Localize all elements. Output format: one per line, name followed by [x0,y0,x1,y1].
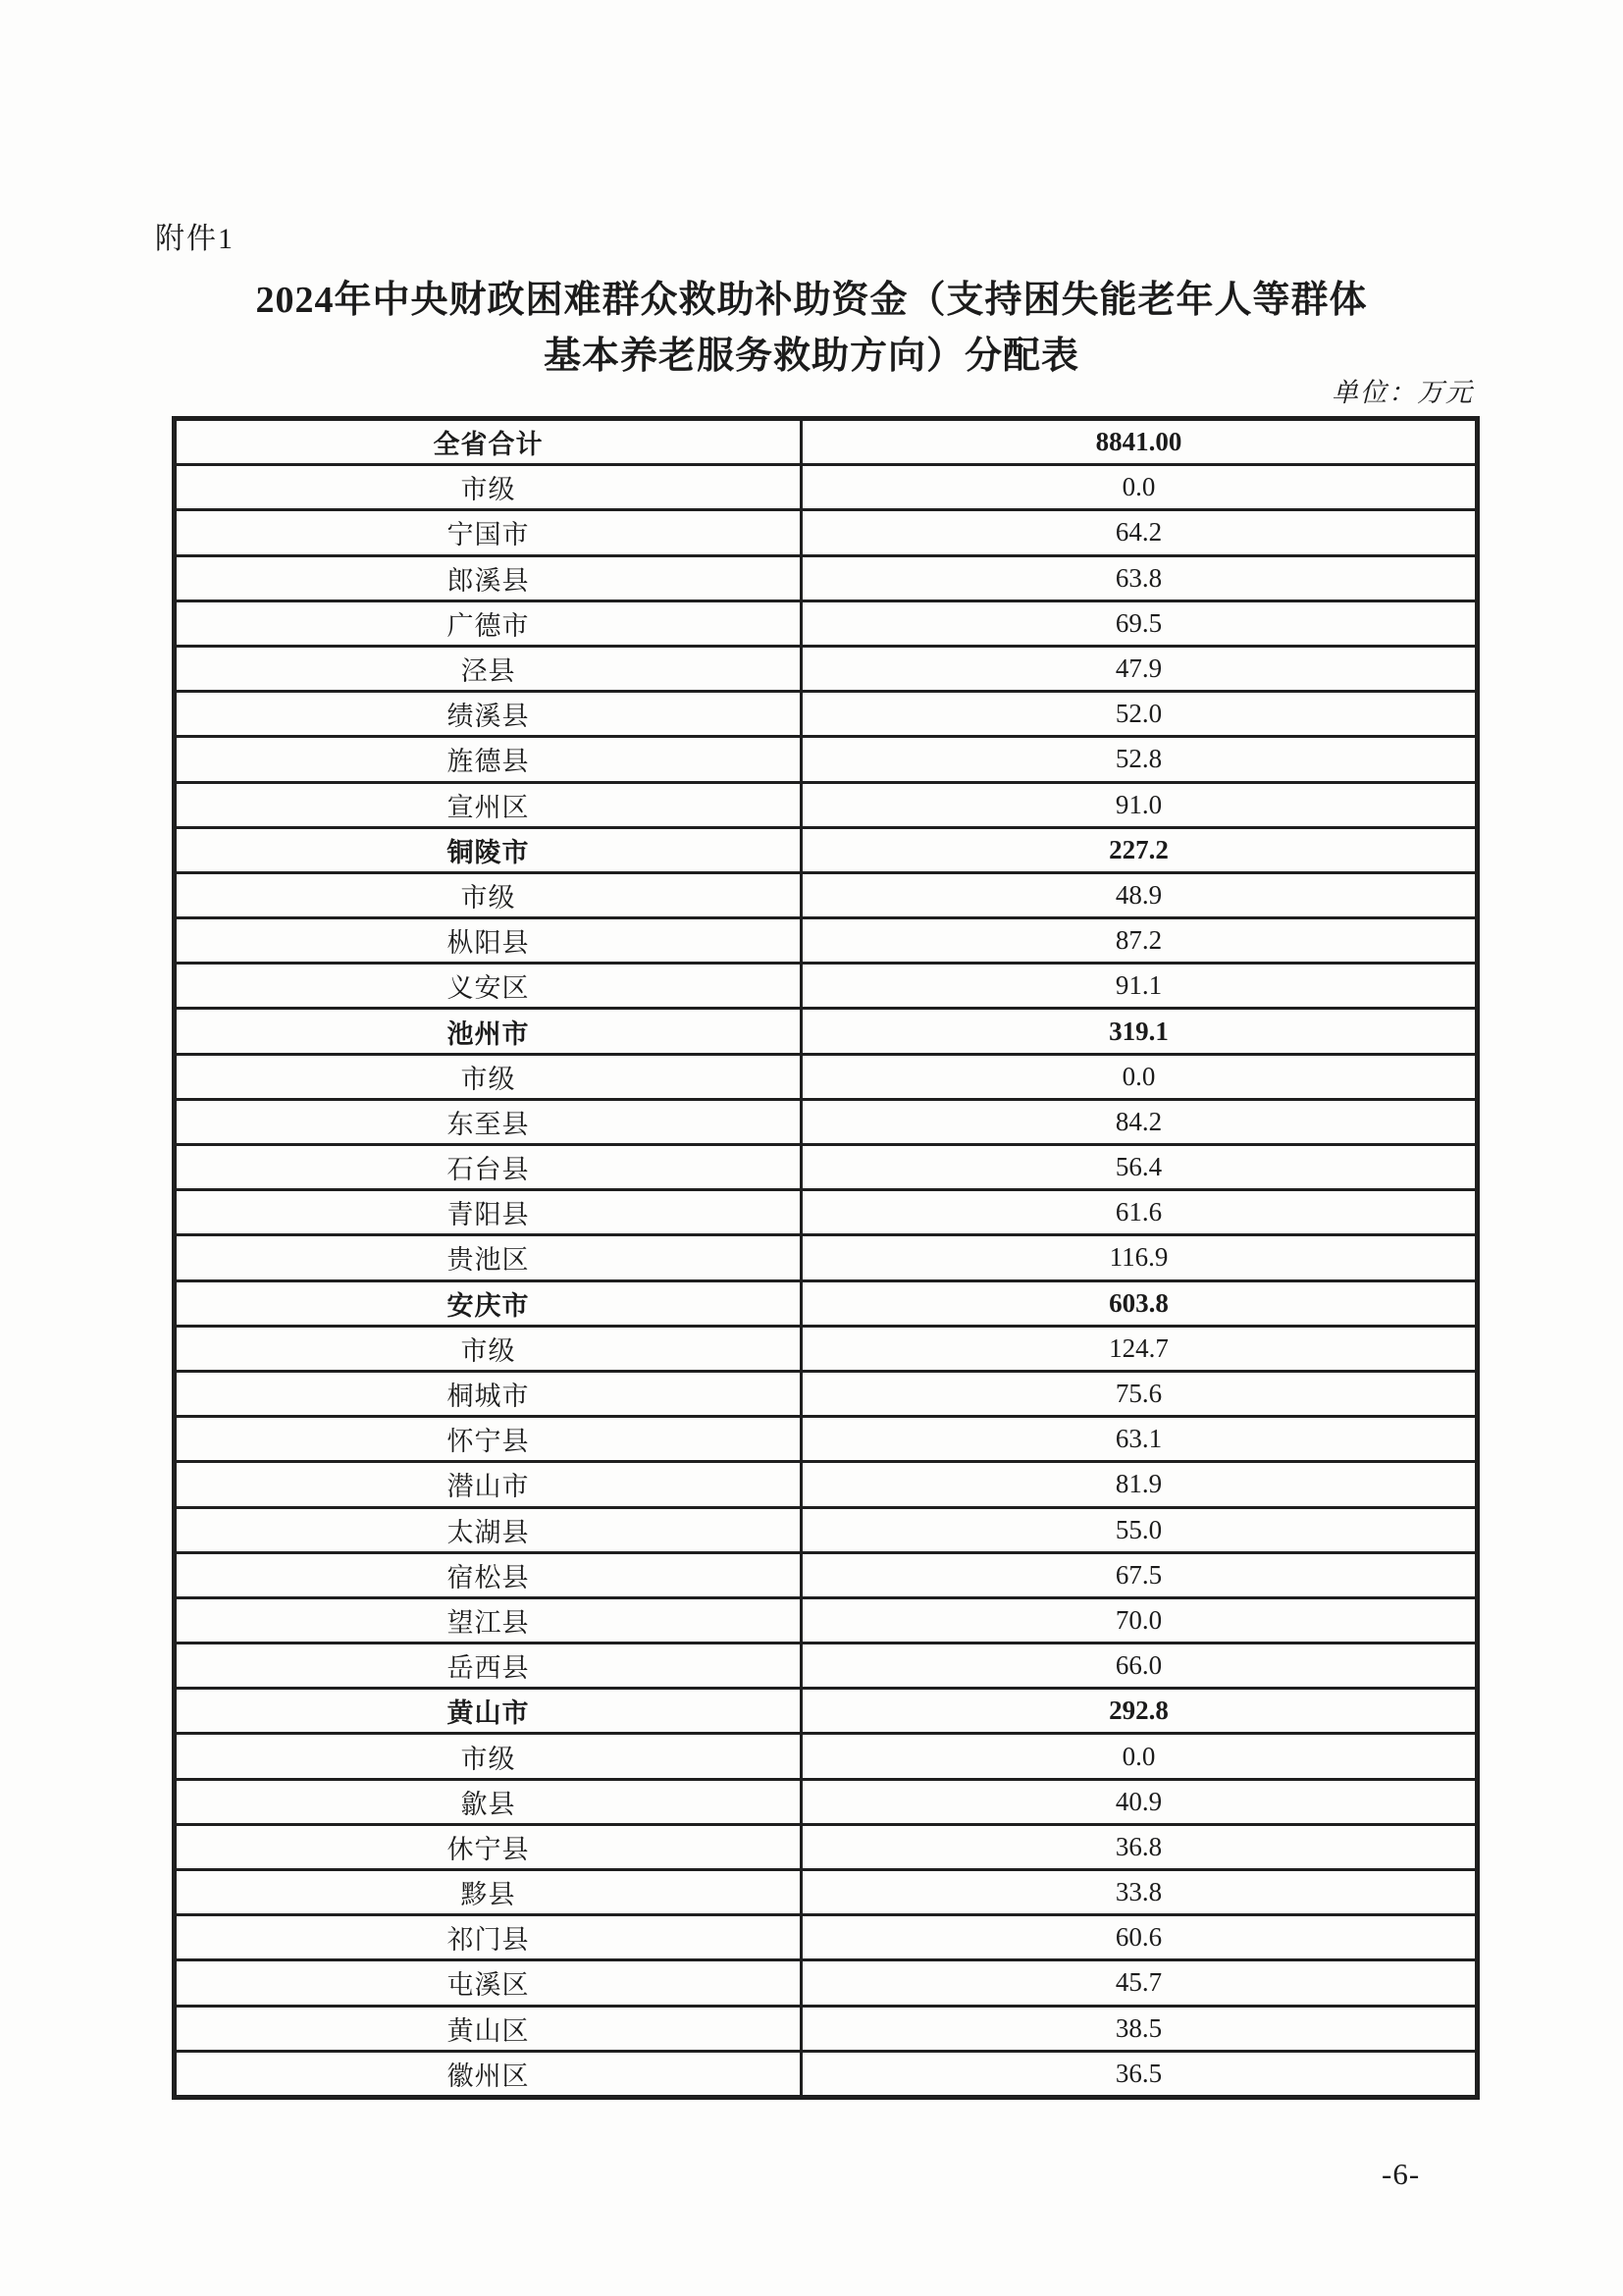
table-row [175,1099,1478,1144]
amount-cell: 603.8 [802,1280,1478,1326]
region-name-cell: 全省合计 [175,419,802,465]
region-name-cell: 东至县 [175,1099,802,1144]
amount-cell: 63.1 [802,1417,1478,1462]
amount-cell: 124.7 [802,1326,1478,1371]
table-row [175,646,1478,691]
region-name-cell: 青阳县 [175,1190,802,1235]
table-row [175,510,1478,555]
region-name-cell: 宁国市 [175,510,802,555]
amount-cell: 40.9 [802,1779,1478,1824]
attachment-label: 附件1 [155,223,235,255]
amount-cell: 36.8 [802,1824,1478,1869]
table-row [175,1280,1478,1326]
table-row [175,1009,1478,1054]
region-name-cell: 休宁县 [175,1824,802,1869]
amount-cell: 56.4 [802,1145,1478,1190]
table-row [175,1190,1478,1235]
region-name-cell: 黟县 [175,1870,802,1915]
document-title-line2: 基本养老服务救助方向）分配表 [543,336,1079,377]
amount-cell: 91.1 [802,964,1478,1009]
document-title-line1: 2024年中央财政困难群众救助补助资金（支持困失能老年人等群体 [255,280,1368,321]
region-name-cell: 广德市 [175,600,802,646]
table-row [175,1689,1478,1734]
table-row [175,1326,1478,1371]
region-name-cell: 贵池区 [175,1235,802,1280]
region-name-cell: 黄山区 [175,2006,802,2051]
amount-cell: 48.9 [802,872,1478,917]
table-row [175,918,1478,964]
amount-cell: 8841.00 [802,419,1478,465]
table-row [175,2006,1478,2051]
amount-cell: 292.8 [802,1689,1478,1734]
table-row [175,1507,1478,1552]
region-name-cell: 宿松县 [175,1552,802,1597]
table-row [175,872,1478,917]
table-row [175,1371,1478,1416]
table-row [175,465,1478,510]
table-row [175,782,1478,827]
amount-cell: 319.1 [802,1009,1478,1054]
region-name-cell: 宣州区 [175,782,802,827]
allocation-table [172,416,1480,2100]
region-name-cell: 泾县 [175,646,802,691]
amount-cell: 116.9 [802,1235,1478,1280]
allocation-table-body [175,419,1478,2098]
table-row [175,1870,1478,1915]
table-row [175,1235,1478,1280]
region-name-cell: 安庆市 [175,1280,802,1326]
amount-cell: 87.2 [802,918,1478,964]
table-row [175,1552,1478,1597]
region-name-cell: 太湖县 [175,1507,802,1552]
table-row [175,1915,1478,1960]
region-name-cell: 桐城市 [175,1371,802,1416]
table-row [175,1960,1478,2006]
table-row [175,555,1478,600]
region-name-cell: 枞阳县 [175,918,802,964]
table-row [175,1734,1478,1779]
amount-cell: 91.0 [802,782,1478,827]
region-name-cell: 铜陵市 [175,827,802,872]
amount-cell: 60.6 [802,1915,1478,1960]
page-number: -6- [1382,2157,1421,2191]
table-row [175,1145,1478,1190]
region-name-cell: 郎溪县 [175,555,802,600]
region-name-cell: 岳西县 [175,1644,802,1689]
amount-cell: 227.2 [802,827,1478,872]
amount-cell: 0.0 [802,465,1478,510]
table-row [175,737,1478,782]
region-name-cell: 市级 [175,1054,802,1099]
amount-cell: 0.0 [802,1734,1478,1779]
amount-cell: 81.9 [802,1462,1478,1507]
region-name-cell: 徽州区 [175,2051,802,2097]
amount-cell: 38.5 [802,2006,1478,2051]
document-title [0,273,1623,385]
region-name-cell: 市级 [175,1734,802,1779]
amount-cell: 52.0 [802,692,1478,737]
amount-cell: 0.0 [802,1054,1478,1099]
region-name-cell: 黄山市 [175,1689,802,1734]
amount-cell: 63.8 [802,555,1478,600]
amount-cell: 45.7 [802,1960,1478,2006]
region-name-cell: 市级 [175,872,802,917]
table-row [175,964,1478,1009]
table-row [175,827,1478,872]
amount-cell: 70.0 [802,1597,1478,1643]
amount-cell: 67.5 [802,1552,1478,1597]
table-row [175,2051,1478,2097]
region-name-cell: 绩溪县 [175,692,802,737]
table-row [175,419,1478,465]
region-name-cell: 望江县 [175,1597,802,1643]
table-row [175,1054,1478,1099]
region-name-cell: 市级 [175,1326,802,1371]
region-name-cell: 池州市 [175,1009,802,1054]
amount-cell: 84.2 [802,1099,1478,1144]
amount-cell: 64.2 [802,510,1478,555]
region-name-cell: 旌德县 [175,737,802,782]
unit-label: 单位：万元 [1332,378,1474,407]
region-name-cell: 义安区 [175,964,802,1009]
table-row [175,1597,1478,1643]
table-row [175,692,1478,737]
region-name-cell: 潜山市 [175,1462,802,1507]
region-name-cell: 石台县 [175,1145,802,1190]
region-name-cell: 屯溪区 [175,1960,802,2006]
table-row [175,1824,1478,1869]
amount-cell: 36.5 [802,2051,1478,2097]
amount-cell: 55.0 [802,1507,1478,1552]
amount-cell: 69.5 [802,600,1478,646]
region-name-cell: 歙县 [175,1779,802,1824]
amount-cell: 66.0 [802,1644,1478,1689]
region-name-cell: 祁门县 [175,1915,802,1960]
region-name-cell: 市级 [175,465,802,510]
table-row [175,1779,1478,1824]
table-row [175,1417,1478,1462]
amount-cell: 61.6 [802,1190,1478,1235]
table-row [175,1462,1478,1507]
amount-cell: 33.8 [802,1870,1478,1915]
amount-cell: 75.6 [802,1371,1478,1416]
amount-cell: 52.8 [802,737,1478,782]
table-row [175,600,1478,646]
region-name-cell: 怀宁县 [175,1417,802,1462]
table-row [175,1644,1478,1689]
amount-cell: 47.9 [802,646,1478,691]
